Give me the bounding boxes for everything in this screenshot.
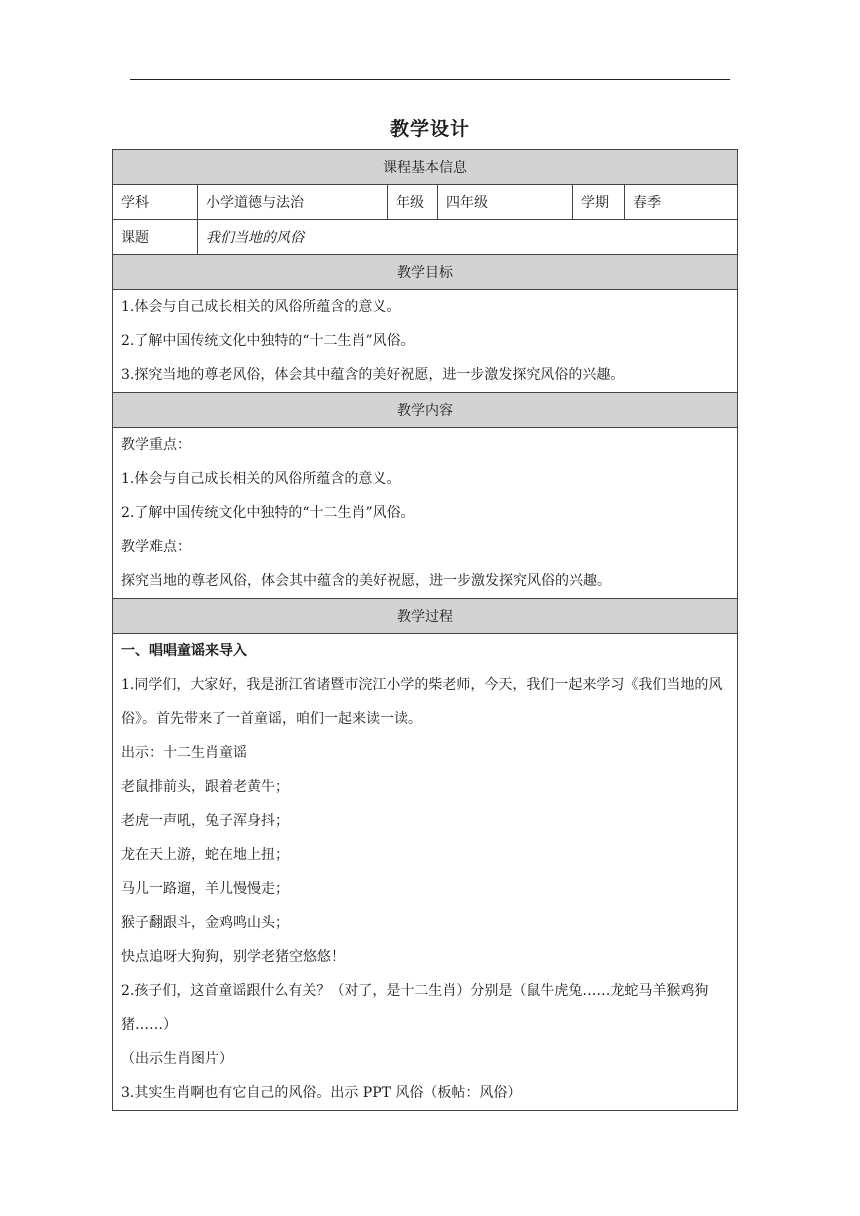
- basic-info-header: 课程基本信息: [113, 150, 738, 185]
- show-images-note: （出示生肖图片）: [121, 1051, 233, 1067]
- topic-label: 课题: [113, 220, 198, 255]
- focus-item: 2.了解中国传统文化中独特的“十二生肖”风俗。: [121, 505, 415, 521]
- rhyme-line: 老鼠排前头，跟着老黄牛；: [121, 779, 289, 795]
- process-cell: [113, 634, 738, 1111]
- goal-item: 1.体会与自己成长相关的风俗所蕴含的意义。: [121, 299, 401, 315]
- header-rule: [130, 79, 730, 80]
- content-header: 教学内容: [113, 393, 738, 428]
- difficulty-item: 探究当地的尊老风俗，体会其中蕴含的美好祝愿，进一步激发探究风俗的兴趣。: [121, 573, 611, 589]
- rhyme-line: 快点追呀大狗狗，别学老猪空悠悠！: [121, 949, 345, 965]
- rhyme-line: 马儿一路遛，羊儿慢慢走；: [121, 881, 289, 897]
- rhyme-show-label: 出示：十二生肖童谣: [121, 745, 247, 761]
- rhyme-line: 龙在天上游，蛇在地上扭；: [121, 847, 289, 863]
- process-paragraph-1: 1.同学们，大家好，我是浙江省诸暨市浣江小学的柴老师，今天，我们一起来学习《我们当地的风俗》。首先带来了一首童谣，咱们一起来读一读。: [121, 677, 723, 727]
- term-label: 学期: [573, 185, 625, 220]
- grade-label: 年级: [388, 185, 438, 220]
- rhyme-line: 老虎一声吼，兔子浑身抖；: [121, 813, 289, 829]
- goals-cell: [113, 290, 738, 393]
- goal-item: 3.探究当地的尊老风俗，体会其中蕴含的美好祝愿，进一步激发探究风俗的兴趣。: [121, 367, 625, 383]
- lesson-plan-table: [112, 149, 738, 1111]
- process-paragraph-2: 2.孩子们，这首童谣跟什么有关？（对了，是十二生肖）分别是（鼠牛虎兔……龙蛇马羊猴鸡狗猪……）: [121, 983, 709, 1033]
- grade-value: 四年级: [438, 185, 573, 220]
- focus-item: 1.体会与自己成长相关的风俗所蕴含的意义。: [121, 471, 401, 487]
- subject-value: 小学道德与法治: [198, 185, 388, 220]
- process-header: 教学过程: [113, 599, 738, 634]
- goals-header: 教学目标: [113, 255, 738, 290]
- difficulty-label: 教学难点：: [121, 539, 191, 555]
- content-cell: [113, 428, 738, 599]
- process-section-title: 一、唱唱童谣来导入: [121, 643, 247, 659]
- term-value: 春季: [625, 185, 738, 220]
- subject-label: 学科: [113, 185, 198, 220]
- document-title: 教学设计: [389, 118, 470, 140]
- topic-value: 我们当地的风俗: [198, 220, 738, 255]
- goal-item: 2.了解中国传统文化中独特的“十二生肖”风俗。: [121, 333, 415, 349]
- process-paragraph-3: 3.其实生肖啊也有它自己的风俗。出示 PPT 风俗（板帖：风俗）: [121, 1085, 522, 1101]
- focus-label: 教学重点：: [121, 437, 191, 453]
- rhyme-line: 猴子翻跟斗，金鸡鸣山头；: [121, 915, 289, 931]
